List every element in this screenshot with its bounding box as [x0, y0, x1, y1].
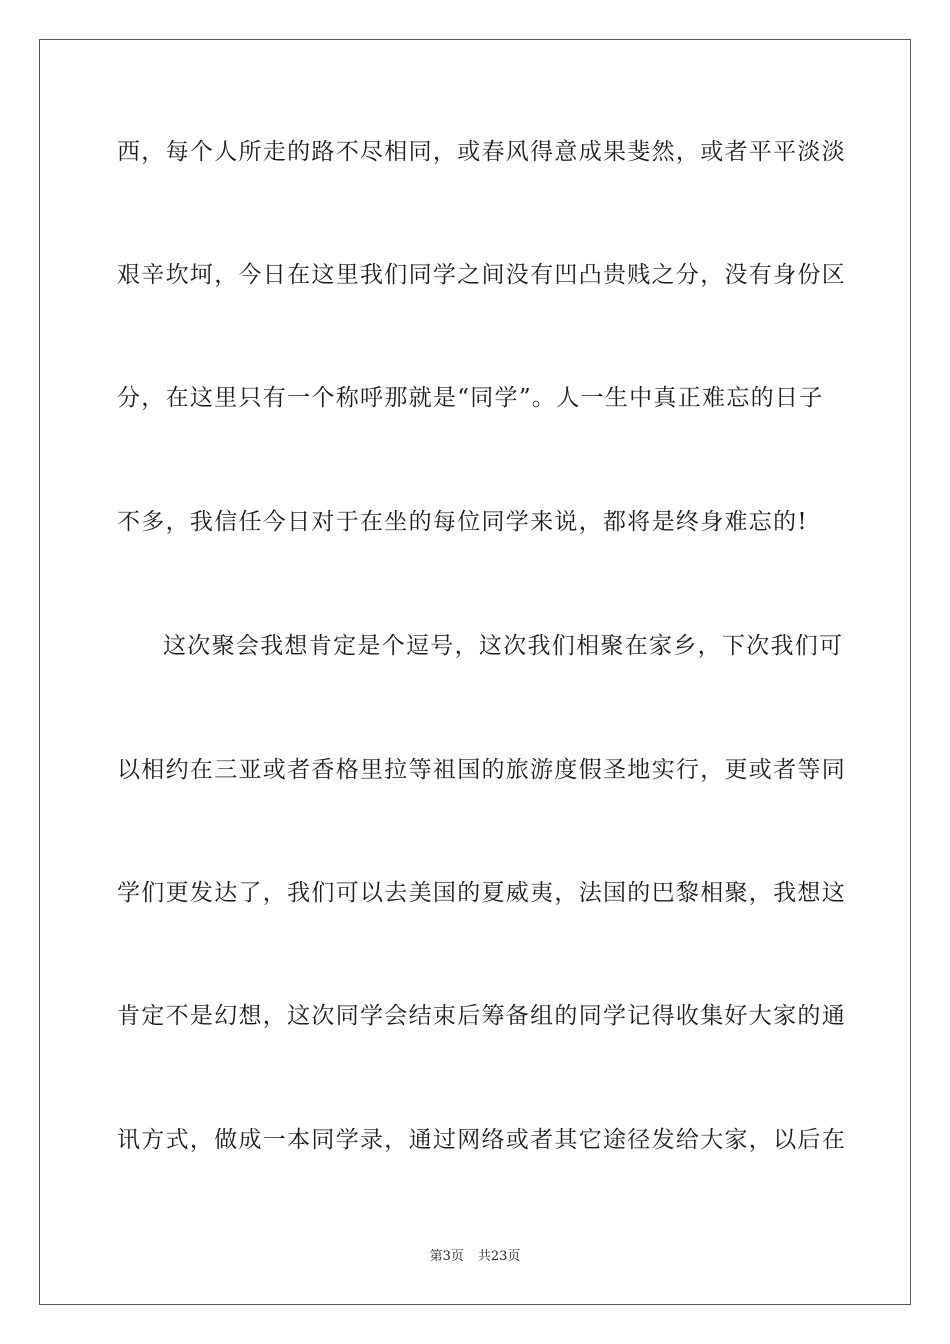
page-footer — [0, 1248, 950, 1266]
paragraph-line: 艰辛坎坷，今日在这里我们同学之间没有凹凸贵贱之分，没有身份区 — [117, 262, 846, 288]
paragraph-line: 肯定不是幻想，这次同学会结束后筹备组的同学记得收集好大家的通 — [117, 1003, 846, 1029]
page-border — [39, 39, 911, 1305]
paragraph-line: 这次聚会我想肯定是个逗号，这次我们相聚在家乡，下次我们可 — [163, 633, 844, 659]
paragraph-line: 以相约在三亚或者香格里拉等祖国的旅游度假圣地实行，更或者等同 — [117, 757, 846, 783]
paragraph-line: 分，在这里只有一个称呼那就是“同学”。人一生中真正难忘的日子 — [117, 385, 824, 411]
paragraph-line: 学们更发达了，我们可以去美国的夏威夷，法国的巴黎相聚，我想这 — [117, 880, 846, 906]
page-number: 第3页 — [429, 1249, 464, 1264]
paragraph-line: 讯方式，做成一本同学录，通过网络或者其它途径发给大家，以后在 — [117, 1127, 846, 1153]
total-pages: 共23页 — [477, 1249, 521, 1264]
paragraph-line: 不多，我信任今日对于在坐的每位同学来说，都将是终身难忘的! — [117, 509, 808, 535]
paragraph-line: 西，每个人所走的路不尽相同，或春风得意成果斐然，或者平平淡淡 — [117, 139, 846, 165]
